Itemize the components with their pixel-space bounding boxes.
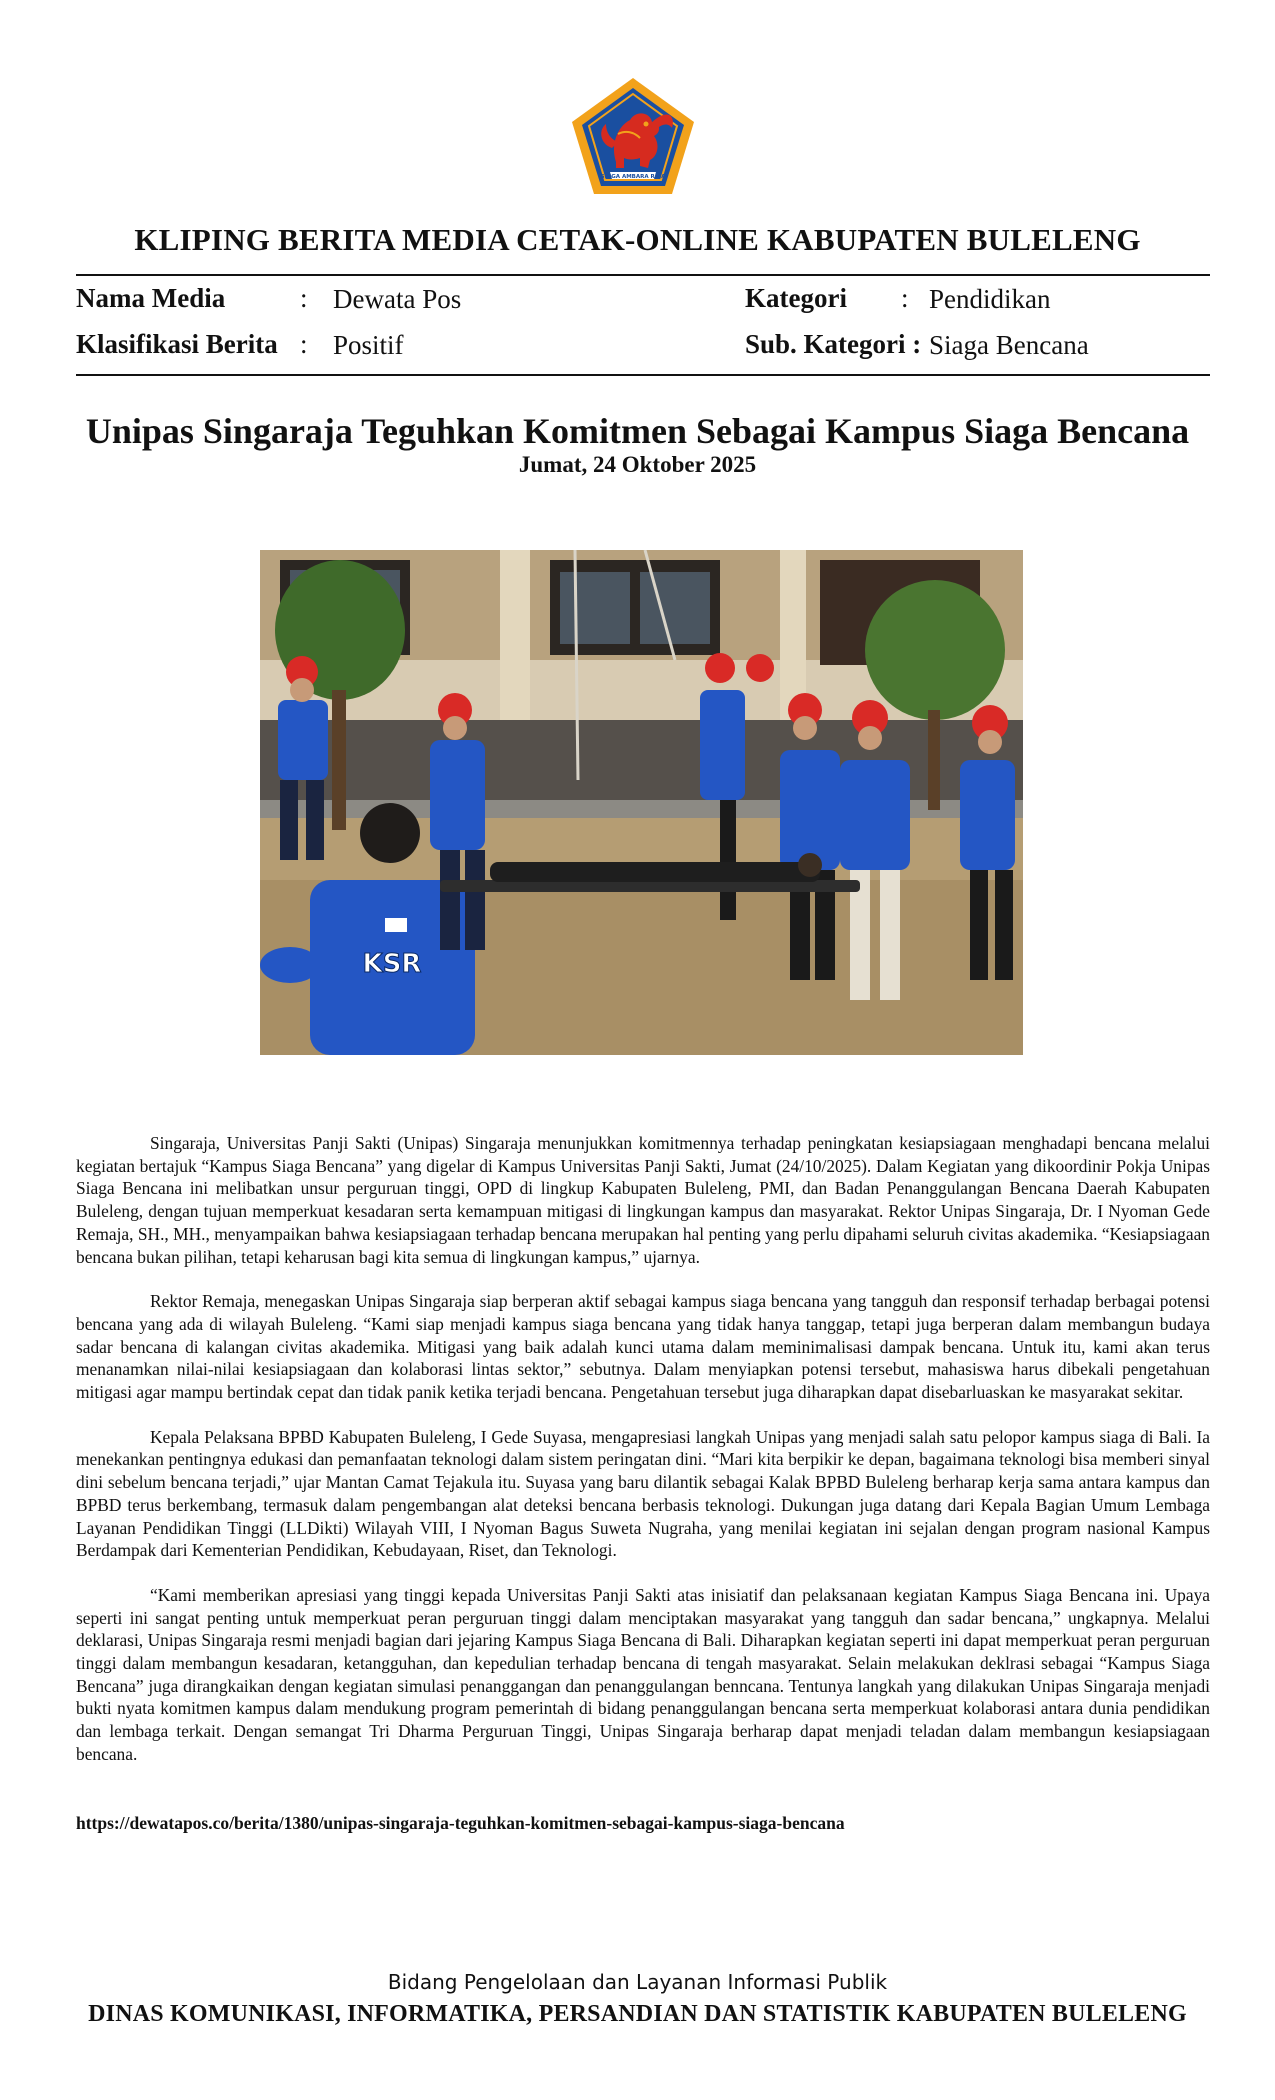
article-paragraph-4: “Kami memberikan apresiasi yang tinggi kepada Universitas Panji Sakti atas inisiatif dan pelaksanaan kegiatan Kampus Siaga Bencana ini. Upaya seperti ini sangat penting untuk memperkuat peran perguruan tinggi dalam menciptakan masyarakat yang tangguh dan sadar bencana,” ungkapnya. Melalui deklarasi, Unipas Singaraja resmi menjadi bagian dari jejaring Kampus Siaga Bencana di Bali. Diharapkan kegiatan seperti ini dapat memperkuat peran perguruan tinggi dalam membangun kesadaran, ketangguhan, dan kepedulian terhadap bencana di tengah masyarakat. Selain melakukan deklrasi sebagai “Kampus Siaga Bencana” juga dirangkaikan dengan kegiatan simulasi penanggangan dan penanggulangan benncana. Tentunya langkah yang dilakukan Unipas Singaraja menjadi bukti nyata komitmen kampus dalam mendukung program pemerintah di bidang penanggulangan bencana serta memperkuat kolaborasi antara dunia pendidikan dan lembaga terkait. Dengan semangat Tri Dharma Perguruan Tinggi, Unipas Singaraja berharap dapat menjadi teladan dalam membangun kesiapsiagaan bencana. [76,1584,1210,1764]
article-paragraph-1: Singaraja, Universitas Panji Sakti (Unipas) Singaraja menunjukkan komitmennya terhadap peningkatan kesiapsiagaan menghadapi bencana melalui kegiatan bertajuk “Kampus Siaga Bencana” yang digelar di Kampus Universitas Panji Sakti, Jumat (24/10/2025). Dalam Kegiatan yang dikoordinir Pokja Unipas Siaga Bencana ini melibatkan unsur perguruan tinggi, OPD di lingkup Kabupaten Buleleng, PMI, dan Badan Penanggulangan Bencana Daerah Kabupaten Buleleng, dengan tujuan memperkuat kesadaran serta kemampuan mitigasi di lingkungan kampus dan masyarakat. Rektor Unipas Singaraja, Dr. I Nyoman Gede Remaja, SH., MH., menyampaikan bahwa kesiapsiagaan terhadap bencana merupakan hal penting yang perlu dipahami seluruh civitas akademika. “Kesiapsiagaan bencana bukan pilihan, tetapi keharusan bagi kita semua di lingkungan kampus,” ujarnya. [76,1133,1210,1267]
article-date: Jumat, 24 Oktober 2025 [518,452,757,477]
svg-text:KSR: KSR [362,949,422,979]
klasifikasi-colon: : [300,329,308,359]
svg-text:SINGA AMBARA RAJA: SINGA AMBARA RAJA [600,174,666,180]
klasifikasi-value: Positif [333,330,404,360]
article-paragraph-3: Kepala Pelaksana BPBD Kabupaten Buleleng, I Gede Suyasa, mengapresiasi langkah Unipas yang menjadi salah satu pelopor kampus siaga di Bali. Ia menekankan pentingnya edukasi dan pemanfaatan teknologi dalam sistem peringatan dini. “Mari kita berpikir ke depan, bagaimana teknologi bisa memberi sinyal dini sebelum bencana terjadi,” ujar Mantan Camat Tejakula itu. Suyasa yang baru dilantik sebagai Kalak BPBD Buleleng berharap kerja sama antara kampus dan BPBD terus berkembang, termasuk dalam pengembangan alat deteksi bencana berbasis teknologi. Dukungan juga datang dari Kepala Bagian Umum Lembaga Layanan Pendidikan Tinggi (LLDikti) Wilayah VIII, I Nyoman Bagus Suweta Nugraha, yang menilai kegiatan ini sejalan dengan program nasional Kampus Berdampak dari Kementerian Pendidikan, Kebudayaan, Riset, dan Teknologi. [76,1426,1210,1561]
header-rule-top [76,274,1210,276]
subkategori-value: Siaga Bencana [929,330,1089,360]
kategori-label: Kategori [745,283,847,313]
article-paragraph-2: Rektor Remaja, menegaskan Unipas Singaraja siap berperan aktif sebagai kampus siaga bencana yang tangguh dan responsif terhadap berbagai potensi bencana yang ada di wilayah Buleleng. “Kami siap menjadi kampus siaga bencana yang tidak hanya tanggap, tetapi juga berperan dalam membangun budaya sadar bencana di kalangan civitas akademika. Mitigasi yang baik adalah kunci utama dalam meminimalisasi dampak bencana. Untuk itu, kami akan terus menanamkan nilai-nilai kesiapsiagaan dan kolaborasi lintas sektor,” sebutnya. Dalam menyiapkan potensi tersebut, mahasiswa harus dibekali pengetahuan mitigasi agar mampu bertindak cepat dan tidak panik ketika terjadi bencana. Pengetahuan tersebut juga diharapkan dapat disebarluaskan ke masyarakat sekitar. [76,1291,1210,1403]
article-photo [260,550,1023,1055]
source-url-link[interactable]: https://dewatapos.co/berita/1380/unipas-singaraja-teguhkan-komitmen-sebagai-kampus-siaga-bencana [76,1813,845,1833]
article-headline: Unipas Singaraja Teguhkan Komitmen Sebagai Kampus Siaga Bencana [85,411,1190,451]
footer-agency: DINAS KOMUNIKASI, INFORMATIKA, PERSANDIAN DAN STATISTIK KABUPATEN BULELENG [88,2001,1187,2027]
kliping-title: KLIPING BERITA MEDIA CETAK-ONLINE KABUPATEN BULELENG [134,222,1141,257]
kategori-value: Pendidikan [929,284,1051,314]
nama-media-colon: : [300,283,308,313]
klasifikasi-label: Klasifikasi Berita [76,329,278,359]
header-rule-bottom [76,374,1210,376]
nama-media-label: Nama Media [76,283,226,313]
kategori-colon: : [901,283,909,313]
footer-department: Bidang Pengelolaan dan Layanan Informasi Publik [387,1970,888,1994]
article-body [76,1132,1210,1788]
singa-ambara-raja-logo [566,74,700,200]
nama-media-value: Dewata Pos [333,284,462,314]
subkategori-label: Sub. Kategori : [745,329,922,359]
